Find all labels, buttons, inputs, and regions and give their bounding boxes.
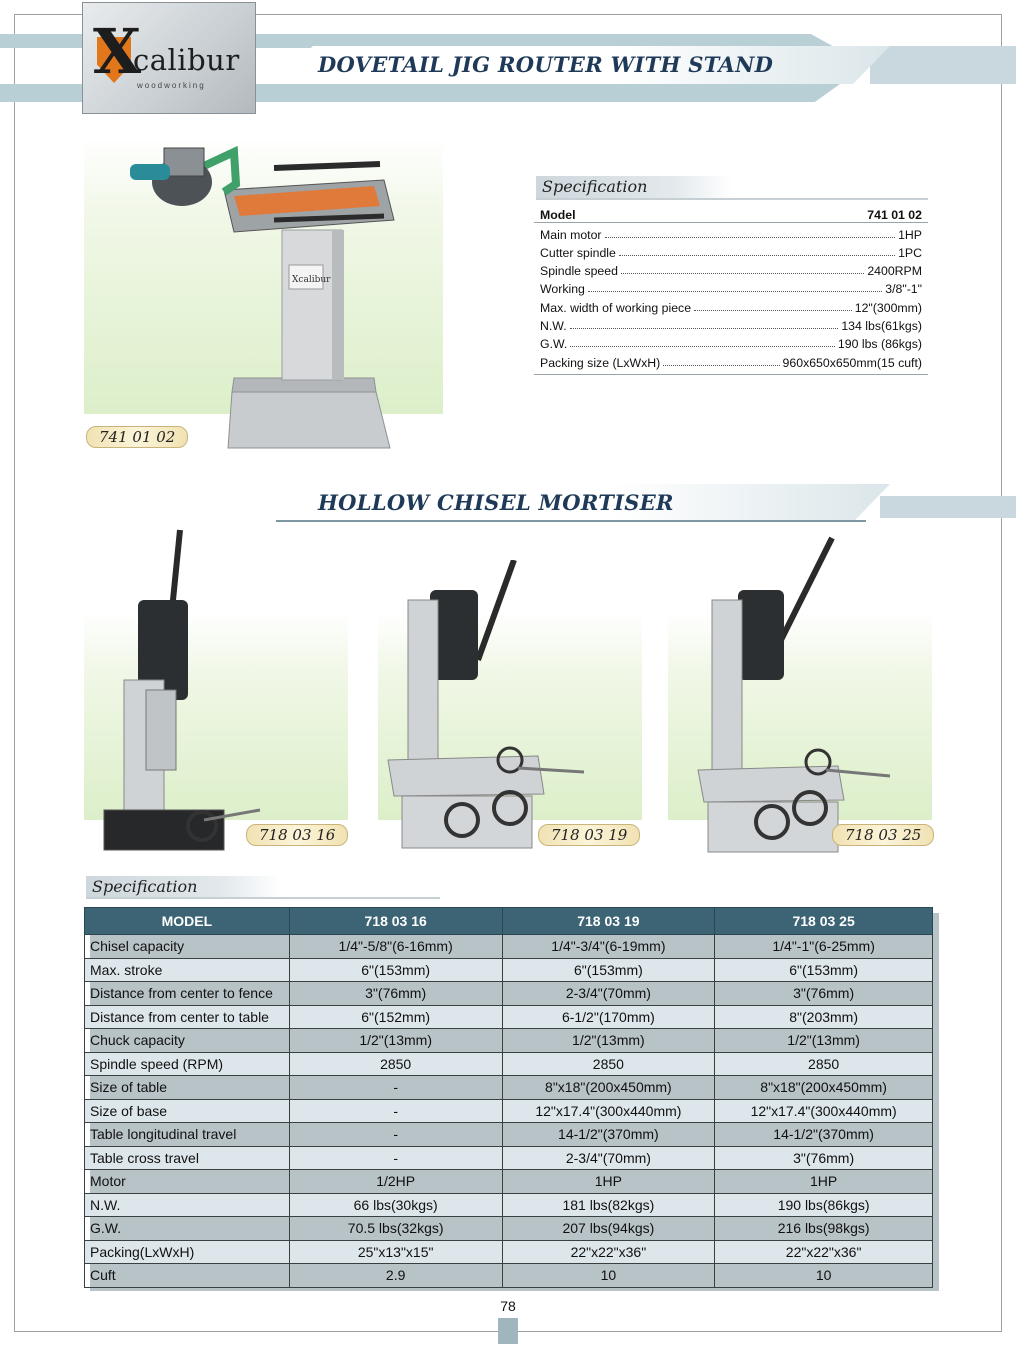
table-cell: 70.5 lbs(32kgs) (289, 1217, 502, 1241)
header-col: 718 03 16 (289, 908, 502, 935)
row-label: Distance from center to fence (85, 982, 290, 1006)
title-bar-2-underline (276, 520, 866, 522)
table-cell: 12"x17.4"(300x440mm) (502, 1099, 715, 1123)
table-row (85, 982, 933, 1006)
table-cell: 3"(76mm) (289, 982, 502, 1006)
table-cell: - (289, 1123, 502, 1147)
table-cell: 190 lbs(86kgs) (715, 1193, 933, 1217)
spec-tab-underline (536, 198, 928, 200)
table-row (85, 1123, 933, 1147)
table-cell: 1/4"-3/4"(6-19mm) (502, 935, 715, 959)
table-cell: 8"(203mm) (715, 1005, 933, 1029)
table-cell: 6"(152mm) (289, 1005, 502, 1029)
spec-row: Spindle speed 2400RPM (540, 264, 922, 279)
table-body (85, 935, 933, 1288)
table-cell: 6"(153mm) (289, 958, 502, 982)
spec-row: N.W. 134 lbs(61kgs) (540, 319, 922, 334)
table-cell: 181 lbs(82kgs) (502, 1193, 715, 1217)
table-cell: 1/2"(13mm) (289, 1029, 502, 1053)
table-cell: 10 (715, 1264, 933, 1288)
spec-row: G.W. 190 lbs (86kgs) (540, 337, 922, 352)
page-tab (498, 1318, 518, 1344)
row-label: Motor (85, 1170, 290, 1194)
table-row (85, 1264, 933, 1288)
row-label: Max. stroke (85, 958, 290, 982)
table-cell: 2850 (715, 1052, 933, 1076)
table-cell: 10 (502, 1264, 715, 1288)
row-label: Chuck capacity (85, 1029, 290, 1053)
table-cell: 1/2"(13mm) (502, 1029, 715, 1053)
table-row (85, 1146, 933, 1170)
dovetail-spec-list (534, 204, 928, 375)
table-cell: 6"(153mm) (715, 958, 933, 982)
table-row (85, 1052, 933, 1076)
table-cell: 22"x22"x36" (502, 1240, 715, 1264)
header-model: MODEL (85, 908, 290, 935)
row-label: Table longitudinal travel (85, 1123, 290, 1147)
spec-row: Main motor 1HP (540, 227, 922, 242)
spec-tab-underline-2 (86, 897, 440, 899)
product-label-718-03-16: 718 03 16 (246, 824, 348, 846)
mortiser-spec-table-wrap (84, 907, 933, 1288)
table-cell: 1HP (502, 1170, 715, 1194)
table-cell: 12"x17.4"(300x440mm) (715, 1099, 933, 1123)
table-cell: 216 lbs(98kgs) (715, 1217, 933, 1241)
table-cell: 1HP (715, 1170, 933, 1194)
row-label: Packing(LxWxH) (85, 1240, 290, 1264)
table-row (85, 1170, 933, 1194)
spec-bottom-rule (534, 374, 928, 375)
table-row (85, 1005, 933, 1029)
mortiser-19-illustration (378, 560, 642, 860)
table-cell: 25"x13"x15" (289, 1240, 502, 1264)
spec-row: Cutter spindle 1PC (540, 245, 922, 260)
table-row (85, 1193, 933, 1217)
logo-x-mark: X (93, 15, 142, 88)
spec-row: Packing size (LxWxH) 960x650x650mm(15 cuft) (540, 355, 922, 370)
spec-tab-dovetail: Specification (536, 176, 732, 198)
header-col: 718 03 25 (715, 908, 933, 935)
product-label-718-03-19: 718 03 19 (538, 824, 640, 846)
row-label: Distance from center to table (85, 1005, 290, 1029)
mortiser-16-illustration (84, 520, 348, 860)
header-stripe-right (870, 46, 1016, 84)
table-cell: - (289, 1099, 502, 1123)
mortiser-spec-table (84, 907, 933, 1288)
table-cell: 22"x22"x36" (715, 1240, 933, 1264)
table-row (85, 1099, 933, 1123)
table-cell: 2-3/4"(70mm) (502, 1146, 715, 1170)
table-cell: 66 lbs(30kgs) (289, 1193, 502, 1217)
table-header-row (85, 908, 933, 935)
table-cell: 1/4"-5/8"(6-16mm) (289, 935, 502, 959)
table-cell: 207 lbs(94kgs) (502, 1217, 715, 1241)
section2-stripe (880, 496, 1016, 518)
table-row (85, 1217, 933, 1241)
table-cell: 2850 (502, 1052, 715, 1076)
row-label: G.W. (85, 1217, 290, 1241)
table-cell: - (289, 1146, 502, 1170)
row-label: Spindle speed (RPM) (85, 1052, 290, 1076)
table-cell: - (289, 1076, 502, 1100)
table-cell: 2850 (289, 1052, 502, 1076)
table-row (85, 935, 933, 959)
table-cell: 6"(153mm) (502, 958, 715, 982)
table-cell: 2.9 (289, 1264, 502, 1288)
section-title-dovetail: DOVETAIL JIG ROUTER WITH STAND (318, 52, 774, 77)
dovetail-router-illustration (84, 130, 444, 460)
brand-logo (82, 2, 256, 114)
row-label: Table cross travel (85, 1146, 290, 1170)
table-row (85, 1029, 933, 1053)
table-row (85, 958, 933, 982)
table-cell: 1/2HP (289, 1170, 502, 1194)
spec-row: Working 3/8"-1" (540, 282, 922, 297)
row-label: N.W. (85, 1193, 290, 1217)
table-cell: 14-1/2"(370mm) (502, 1123, 715, 1147)
logo-word: calibur (133, 43, 240, 77)
header-col: 718 03 19 (502, 908, 715, 935)
product-label-741-01-02: 741 01 02 (86, 426, 188, 448)
row-label: Cuft (85, 1264, 290, 1288)
table-cell: 14-1/2"(370mm) (715, 1123, 933, 1147)
spec-row-model: Model 741 01 02 (534, 204, 928, 223)
table-cell: 6-1/2"(170mm) (502, 1005, 715, 1029)
mortiser-25-illustration (668, 530, 932, 860)
table-row (85, 1076, 933, 1100)
logo-sub: woodworking (137, 81, 206, 90)
row-label: Size of base (85, 1099, 290, 1123)
table-cell: 3"(76mm) (715, 1146, 933, 1170)
section-title-mortiser: HOLLOW CHISEL MORTISER (318, 490, 674, 515)
table-cell: 8"x18"(200x450mm) (502, 1076, 715, 1100)
spec-tab-mortiser: Specification (86, 876, 282, 898)
row-label: Size of table (85, 1076, 290, 1100)
table-cell: 3"(76mm) (715, 982, 933, 1006)
page-number: 78 (500, 1298, 516, 1314)
product-label-718-03-25: 718 03 25 (832, 824, 934, 846)
table-cell: 2-3/4"(70mm) (502, 982, 715, 1006)
spec-row: Max. width of working piece 12"(300mm) (540, 300, 922, 315)
table-row (85, 1240, 933, 1264)
row-label: Chisel capacity (85, 935, 290, 959)
table-cell: 1/2"(13mm) (715, 1029, 933, 1053)
table-cell: 8"x18"(200x450mm) (715, 1076, 933, 1100)
table-cell: 1/4"-1"(6-25mm) (715, 935, 933, 959)
svg-text:Xcalibur: Xcalibur (292, 275, 331, 285)
